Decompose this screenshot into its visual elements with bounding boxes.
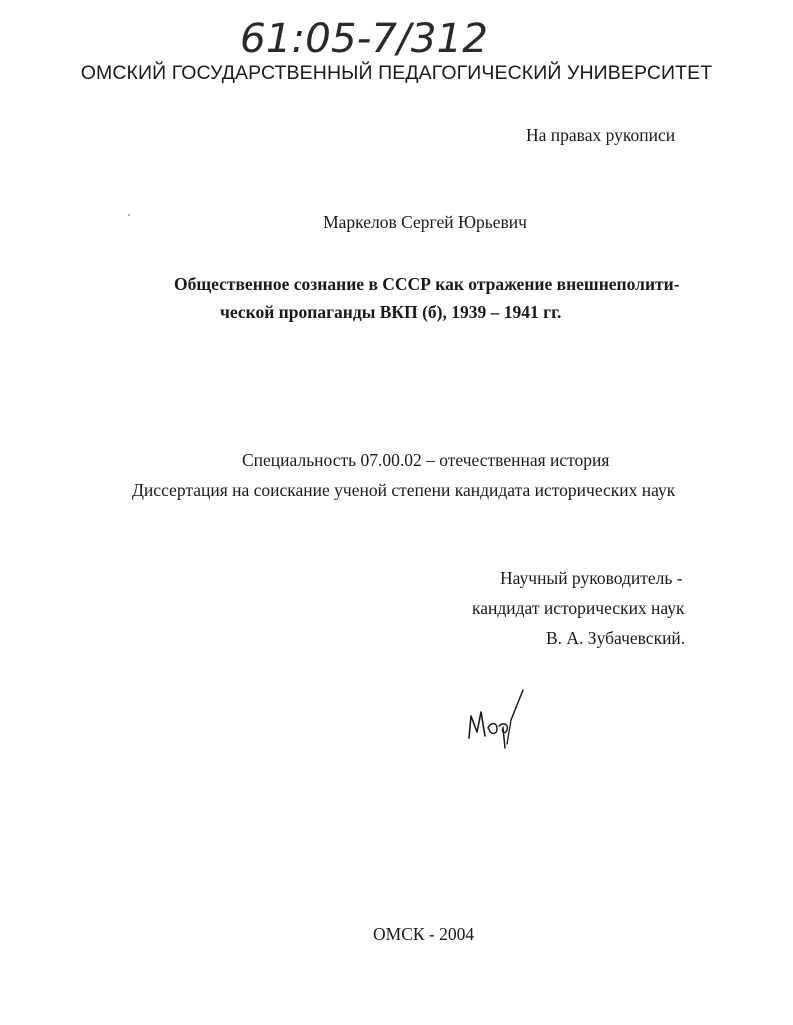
supervisor-signature bbox=[455, 682, 535, 762]
supervisor-role: Научный руководитель - bbox=[500, 568, 683, 588]
author-name: Маркелов Сергей Юрьевич bbox=[323, 212, 527, 232]
supervisor-degree: кандидат исторических наук bbox=[472, 598, 685, 618]
archive-number-handwritten bbox=[236, 8, 496, 66]
archive-number-text: 61:05-7/312 bbox=[240, 16, 488, 62]
university-name: ОМСКИЙ ГОСУДАРСТВЕННЫЙ ПЕДАГОГИЧЕСКИЙ УНИВЕРСИТЕТ bbox=[80, 62, 713, 84]
specialty-line: Специальность 07.00.02 – отечественная история bbox=[242, 450, 610, 470]
supervisor-name: В. А. Зубачевский. bbox=[546, 628, 686, 648]
dissertation-title-line-2: ческой пропаганды ВКП (б), 1939 – 1941 гг. bbox=[220, 302, 562, 322]
city-year: ОМСК - 2004 bbox=[373, 924, 475, 944]
degree-line: Диссертация на соискание ученой степени кандидата исторических наук bbox=[132, 480, 676, 500]
rights-notice: На правах рукописи bbox=[526, 125, 676, 145]
dissertation-title-line-1: Общественное сознание в СССР как отражение внешнеполити- bbox=[174, 274, 680, 294]
